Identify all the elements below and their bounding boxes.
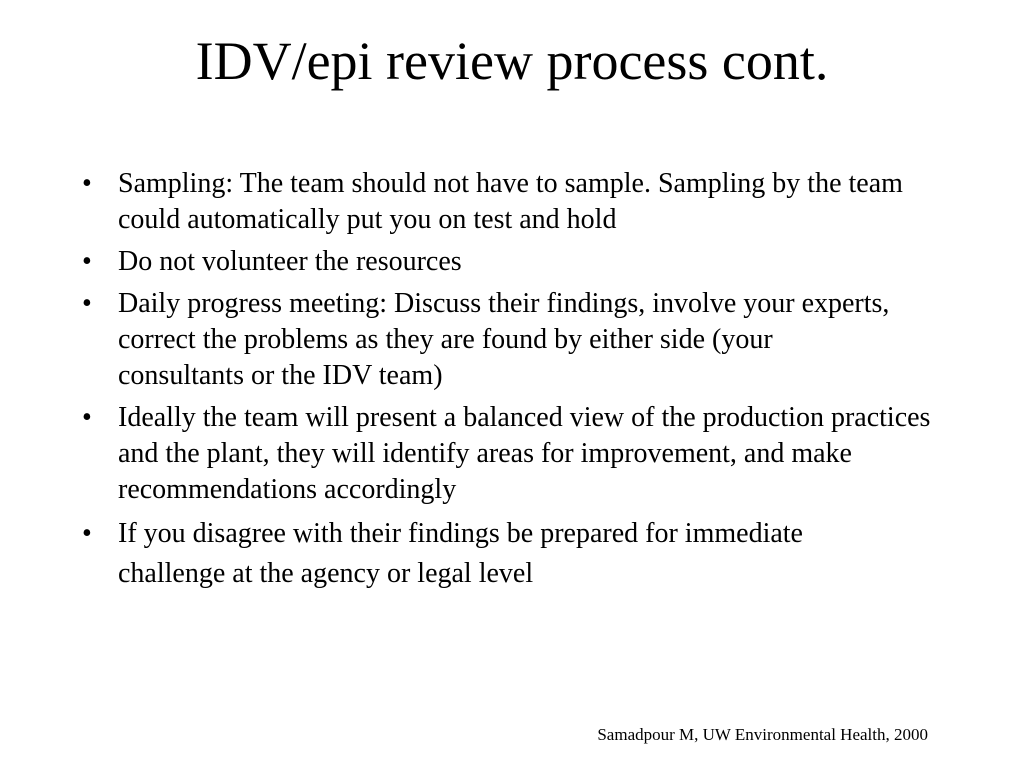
slide-title: IDV/epi review process cont. bbox=[195, 31, 829, 91]
bullet-item-disagree bbox=[82, 514, 838, 594]
bullet-text: Ideally the team will present a balanced view of the production practices and the plant, they will identify areas for improvement, and make recommendations accordingly bbox=[118, 402, 931, 505]
bullet-text: Do not volunteer the resources bbox=[118, 246, 462, 277]
slide-footer-citation: Samadpour M, UW Environmental Health, 2000 bbox=[597, 725, 928, 744]
bullet-item-resources bbox=[82, 244, 932, 280]
bullet-text: Sampling: The team should not have to sample. Sampling by the team could automatically put you on test and hold bbox=[118, 168, 903, 235]
bullet-icon: • bbox=[82, 168, 92, 199]
bullet-icon: • bbox=[82, 518, 92, 549]
bullet-icon: • bbox=[82, 288, 92, 319]
bullet-icon: • bbox=[82, 246, 92, 277]
bullet-item-daily-meeting bbox=[82, 286, 898, 394]
bullet-text: If you disagree with their findings be prepared for immediate challenge at the agency or legal level bbox=[118, 518, 803, 589]
bullet-item-sampling bbox=[82, 166, 918, 238]
bullet-text: Daily progress meeting: Discuss their findings, involve your experts, correct the problems as they are found by either side (your consultants or the IDV team) bbox=[118, 288, 890, 391]
bullet-item-balanced-view bbox=[82, 400, 958, 508]
bullet-icon: • bbox=[82, 402, 92, 433]
bullet-list bbox=[82, 166, 932, 600]
